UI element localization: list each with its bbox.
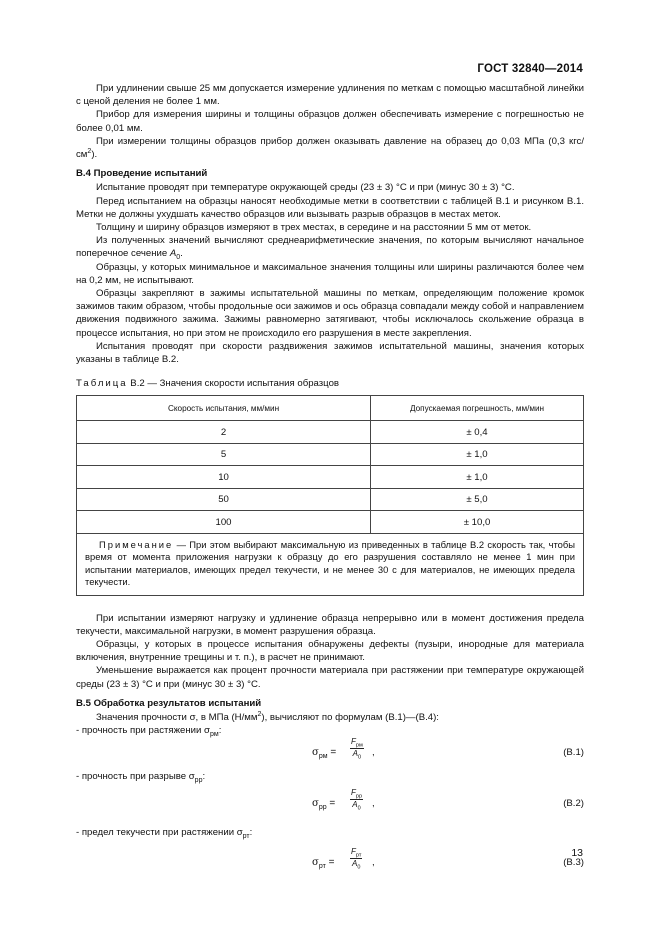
formula-lhs: $\sigma_{рр}$ = xyxy=(312,797,336,811)
table-cell: ± 5,0 xyxy=(371,488,584,511)
after-table-block xyxy=(76,612,584,691)
paragraph: Образцы закрепляют в зажимы испытательной машины по меткам, определяющим положение кромок зажимов таким образом, чтобы продольные оси зажимов и ось образца совпадали между собой и направлением движения подвижного зажима. Зажимы равномерно затягивают, чтобы исключалось скольжение образца в процессе испытания, но при этом не происходило его разрушения в месте закрепления. xyxy=(76,288,584,339)
paragraph: Толщину и ширину образцов измеряют в трех местах, в середине и на расстоянии 5 мм от меток. xyxy=(96,222,532,234)
speed-table xyxy=(76,395,584,595)
table-cell: 5 xyxy=(77,443,371,466)
formula-label: - предел текучести при растяжении $\sigma_{рт}$: xyxy=(76,826,253,840)
table-row xyxy=(77,421,584,444)
formula-label: - прочность при растяжении $\sigma_{рм}$: xyxy=(76,725,222,739)
formula-fraction: $F_{рр}$ $A_0$ xyxy=(351,787,363,812)
table-cell: ± 10,0 xyxy=(371,511,584,534)
formula-fraction: $F_{рм}$ $A_0$ xyxy=(351,737,363,762)
section-heading-b5: В.5 Обработка результатов испытаний xyxy=(76,697,262,709)
formula-b3: $\sigma_{рт}$ = $F_{рт}$ $A_0$ , (В.3) xyxy=(312,846,584,871)
table-header-row xyxy=(77,396,584,421)
paragraph: Образцы, у которых минимальное и максимальное значения толщины или ширины различаются более чем на 0,2 мм, не испытывают. xyxy=(76,261,584,286)
paragraph: Уменьшение выражается как процент прочности материала при растяжении при температуре окружающей среды (23 ± 3) °С и при (минус 30 ± 3) °С. xyxy=(76,665,584,690)
table-note: Примечание — При этом выбирают максимальную из приведенных в таблице В.2 скорость так, чтобы время от момента приложения нагрузки к образцу до его разрушения составляло не менее 1 мин при испытании материалов, имеющих предел текучести, и не менее 30 с для материалов, не имеющих предела текучести. xyxy=(77,533,584,595)
paragraph: Перед испытанием на образцы наносят необходимые метки в соответствии с таблицей В.1 и рисунком В.1. Метки не должны ухудшать качество образцов или вызывать разрыв образцов в местах меток. xyxy=(76,195,584,220)
table-cell: ± 0,4 xyxy=(371,421,584,444)
paragraph: При удлинении свыше 25 мм допускается измерение удлинения по меткам с помощью масштабной линейки с ценой деления не более 1 мм. xyxy=(76,83,584,108)
table-note-row xyxy=(77,533,584,595)
formula-label: - прочность при разрыве $\sigma_{рр}$: xyxy=(76,771,206,785)
table-row xyxy=(77,466,584,489)
paragraph: Образцы, у которых в процессе испытания обнаружены дефекты (пузыри, инородные для материала включения, внутренние трещины и т. п.), в расчет не принимают. xyxy=(76,639,584,664)
formula-lhs: $\sigma_{рт}$ = xyxy=(312,856,335,870)
table-row xyxy=(77,488,584,511)
paragraph-pressure: При измерении толщины образцов прибор должен оказывать давление на образец до 0,03 МПа (0,3 кгс/$см^2$). xyxy=(76,135,584,161)
document-number-header: ГОСТ 32840—2014 xyxy=(477,63,583,75)
column-header: Скорость испытания, мм/мин xyxy=(77,396,371,421)
column-header: Допускаемая погрешность, мм/мин xyxy=(371,396,584,421)
paragraph-area: Из полученных значений вычисляют среднеарифметические значения, по которым вычисляют начальное поперечное сечение $A_0$. xyxy=(76,235,584,262)
formula-fraction: $F_{рт}$ $A_0$ xyxy=(351,846,362,871)
table-row xyxy=(77,511,584,534)
paragraph: Испытание проводят при температуре окружающей среды (23 ± 3) °С и при (минус 30 ± 3) °С. xyxy=(96,182,515,194)
formula-lhs: $\sigma_{рм}$ = xyxy=(312,747,337,761)
table-cell: ± 1,0 xyxy=(371,443,584,466)
section-heading-b4: В.4 Проведение испытаний xyxy=(76,168,208,180)
page-content xyxy=(76,82,584,877)
paragraph: Прибор для измерения ширины и толщины образцов должен обеспечивать измерение с погрешностью не более 0,01 мм. xyxy=(76,109,584,134)
formula-b2: $\sigma_{рр}$ = $F_{рр}$ $A_0$ , (В.2) xyxy=(312,787,584,812)
table-row xyxy=(77,443,584,466)
table-cell: 10 xyxy=(77,466,371,489)
page-number: 13 xyxy=(571,847,583,859)
table-cell: 100 xyxy=(77,511,371,534)
equation-number: (В.2) xyxy=(563,797,584,809)
equation-number: (В.1) xyxy=(563,747,584,759)
table-cell: ± 1,0 xyxy=(371,466,584,489)
paragraph: Испытания проводят при скорости раздвижения зажимов испытательной машины, значения которых указаны в таблице В.2. xyxy=(76,340,584,366)
equation-number: (В.3) xyxy=(563,856,584,868)
paragraph: При испытании измеряют нагрузку и удлинение образца непрерывно или в момент достижения предела текучести, максимальной нагрузки, в момент разрушения образца. xyxy=(76,612,584,637)
table-caption: Таблица В.2 — Значения скорости испытания образцов xyxy=(76,378,340,390)
table-cell: 2 xyxy=(77,421,371,444)
paragraph-intro: Значения прочности σ, в МПа $(Н/мм^2)$, вычисляют по формулам (В.1)—(В.4): xyxy=(96,710,439,724)
formula-b1: $\sigma_{рм}$ = $F_{рм}$ $A_0$ , (В.1) xyxy=(312,737,584,762)
table-cell: 50 xyxy=(77,488,371,511)
